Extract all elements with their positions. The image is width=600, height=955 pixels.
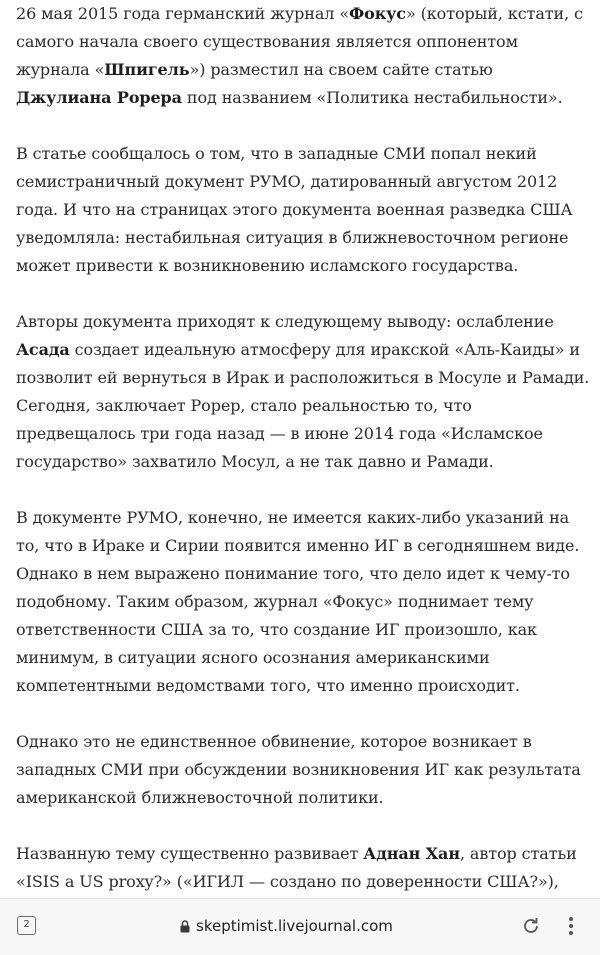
url-text: skeptimist.livejournal.com <box>196 917 393 935</box>
tab-switcher-icon[interactable] <box>17 916 36 935</box>
paragraph-1 <box>16 0 590 112</box>
text: Авторы документа приходят к следующему выводу: ослабление <box>16 312 554 331</box>
bold-text: Аднан Хан <box>363 844 460 863</box>
reload-icon[interactable] <box>520 915 542 937</box>
paragraph-6 <box>16 840 590 896</box>
text: , автор статьи «ISIS a US proxy?» («ИГИЛ — создано по доверенности США?»), <box>16 844 577 891</box>
paragraph-4: В документе РУМО, конечно, не имеется каких-либо указаний на то, что в Ираке и Сирии появится именно ИГ в сегодняшнем виде. Однако в нем выражено понимание того, что дело идет к чему-то подобному. Таким образом, журнал «Фокус» поднимает тему ответственности США за то, что создание ИГ произошло, как минимум, в ситуации ясного осознания американскими компетентными ведомствами того, что именно происходит. <box>16 508 580 695</box>
text: Названную тему существенно развивает <box>16 844 364 863</box>
text: под названием «Политика нестабильности». <box>181 88 563 107</box>
text: создает идеальную атмосферу для иракской «Аль-Каиды» и позволит ей вернуться в Ирак и расположиться в Мосуле и Рамади. Сегодня, заключает Рорер, стало реальностью то, что предвещалось три года назад — в июне 2014 года «Исламское государство» захватило Мосул, а не так давно и Рамади. <box>16 340 590 471</box>
paragraph-3 <box>16 308 590 476</box>
tab-count: 2 <box>23 919 30 930</box>
text: » (который, кстати, с самого начала своего существования является оппонентом журнала « <box>16 4 583 79</box>
browser-bottom-bar <box>0 898 600 955</box>
bold-text: Джулиана Рорера <box>16 88 182 107</box>
bold-text: Шпигель <box>104 60 190 79</box>
text: 26 мая 2015 года германский журнал « <box>16 4 350 23</box>
article-body <box>16 0 590 896</box>
paragraph-5: Однако это не единственное обвинение, которое возникает в западных СМИ при обсуждении возникновения ИГ как результата американской ближневосточной политики. <box>16 732 581 807</box>
bold-text: Асада <box>16 340 70 359</box>
paragraph-2: В статье сообщалось о том, что в западные СМИ попал некий семистраничный документ РУМО, датированный августом 2012 года. И что на страницах этого документа военная разведка США уведомляла: нестабильная ситуация в ближневосточном регионе может привести к возникновению исламского государства. <box>16 144 573 275</box>
lock-icon <box>180 920 190 933</box>
text: ») разместил на своем сайте статью <box>189 60 493 79</box>
overflow-menu-icon[interactable] <box>566 915 576 937</box>
address-bar[interactable] <box>180 917 393 935</box>
bold-text: Фокус <box>349 4 406 23</box>
